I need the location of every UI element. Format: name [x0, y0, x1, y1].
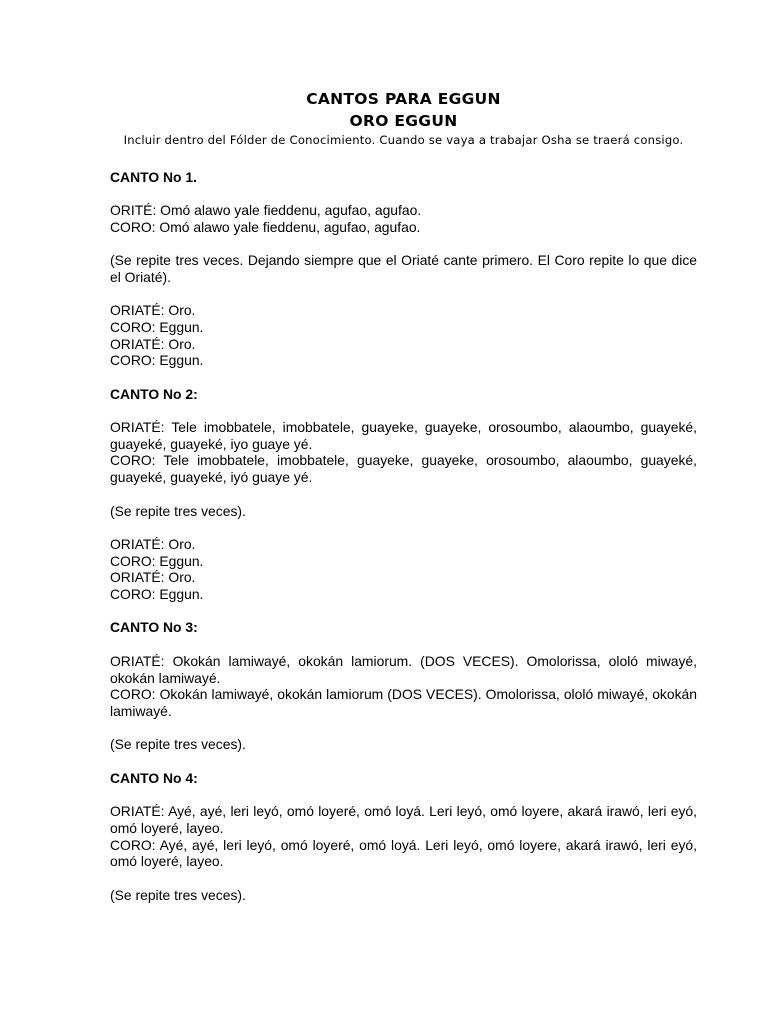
document-note: Incluir dentro del Fólder de Conocimiento. Cuando se vaya a trabajar Osha se traerá consigo. [123, 133, 684, 147]
oriate-line: ORIATÉ: Tele imobbatele, imobbatele, guayeke, guayeke, orosoumbo, alaoumbo, guayeké, guayeké, guayeké, iyo guaye yé. [110, 419, 697, 452]
repite-note: (Se repite tres veces. Dejando siempre que el Oriaté cante primero. El Coro repite lo que dice el Oriaté). [110, 252, 697, 285]
canto-4 [110, 770, 697, 904]
coro-line: CORO: Okokán lamiwayé, okokán lamiorum (DOS VECES). Omolorissa, ololó miwayé, okokán lamiwayé. [110, 686, 697, 719]
closing-line: CORO: Eggun. [110, 318, 204, 335]
canto-1 [110, 169, 697, 369]
repite-note: (Se repite tres veces). [110, 886, 246, 903]
canto-heading: CANTO No 1. [110, 168, 197, 185]
closing-line: CORO: Eggun. [110, 552, 204, 569]
repite-note: (Se repite tres veces). [110, 502, 246, 519]
canto-3 [110, 619, 697, 753]
coro-line: CORO: Tele imobbatele, imobbatele, guayeke, guayeke, orosoumbo, alaoumbo, guayeké, guayeké, guayeké, iyó guaye yé. [110, 452, 697, 486]
oriate-line: ORIATÉ: Okokán lamiwayé, okokán lamiorum. (DOS VECES). Omolorissa, ololó miwayé, okokán lamiwayé. [110, 652, 697, 686]
closing-line: ORIATÉ: Oro. [110, 335, 196, 352]
canto-heading: CANTO No 3: [110, 619, 198, 636]
oriate-line: ORIATÉ: Ayé, ayé, leri leyó, omó loyeré, omó loyá. Leri leyó, omó loyere, akará irawó, leri eyó, omó loyeré, layeo. [110, 803, 697, 836]
document-subtitle: ORO EGGUN [349, 112, 458, 130]
canto-heading: CANTO No 4: [110, 769, 198, 786]
closing-line: ORIATÉ: Oro. [110, 569, 196, 586]
canto-2 [110, 386, 697, 603]
repite-note: (Se repite tres veces). [110, 736, 246, 753]
closing-line: CORO: Eggun. [110, 586, 204, 603]
coro-line: CORO: Omó alawo yale fieddenu, agufao, agufao. [110, 218, 421, 235]
coro-line: CORO: Ayé, ayé, leri leyó, omó loyeré, omó loyá. Leri leyó, omó loyere, akará irawó, leri eyó, omó loyeré, layeo. [110, 836, 697, 870]
document-page [110, 88, 697, 903]
closing-line: ORIATÉ: Oro. [110, 302, 196, 319]
canto-heading: CANTO No 2: [110, 385, 198, 402]
document-title: CANTOS PARA EGGUN [306, 90, 501, 108]
oriate-line: ORITÉ: Omó alawo yale fieddenu, agufao, agufao. [110, 201, 422, 218]
closing-line: CORO: Eggun. [110, 352, 204, 369]
closing-line: ORIATÉ: Oro. [110, 535, 196, 552]
